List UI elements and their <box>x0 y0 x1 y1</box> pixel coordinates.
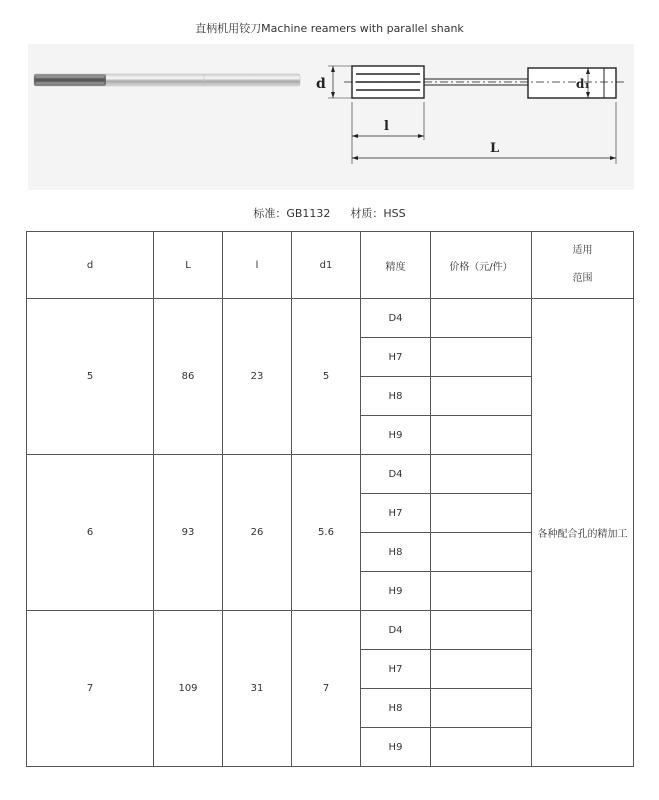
cell-grade: H8 <box>361 533 431 572</box>
cell-grade: H9 <box>361 572 431 611</box>
cell-price <box>431 338 532 377</box>
cell-grade: D4 <box>361 299 431 338</box>
cell-grade: H8 <box>361 377 431 416</box>
cell-L: 93 <box>154 455 223 611</box>
cell-grade: H8 <box>361 689 431 728</box>
cell-grade: D4 <box>361 611 431 650</box>
header-scope-line2: 范围 <box>572 273 593 284</box>
cell-d: 5 <box>27 299 154 455</box>
cell-price <box>431 650 532 689</box>
reamer-drawing-svg <box>28 44 634 190</box>
material-label: 材质：HSS <box>350 207 406 220</box>
cell-d1: 5 <box>292 299 361 455</box>
cell-price <box>431 572 532 611</box>
cell-d: 7 <box>27 611 154 767</box>
header-scope <box>532 232 634 299</box>
cell-price <box>431 494 532 533</box>
dimension-label-d1: d₁ <box>576 77 590 91</box>
header-d1: d1 <box>292 232 361 299</box>
header-L: L <box>154 232 223 299</box>
cell-grade: H9 <box>361 416 431 455</box>
header-l: l <box>223 232 292 299</box>
cell-grade: H7 <box>361 338 431 377</box>
header-precision: 精度 <box>361 232 431 299</box>
cell-price <box>431 377 532 416</box>
cell-grade: H7 <box>361 494 431 533</box>
reamer-spec-table <box>26 231 634 767</box>
cell-L: 86 <box>154 299 223 455</box>
header-d: d <box>27 232 154 299</box>
standard-label: 标准：GB1132 <box>253 207 331 220</box>
cell-price <box>431 299 532 338</box>
cell-price <box>431 533 532 572</box>
cell-d1: 7 <box>292 611 361 767</box>
standard-material-line <box>0 205 659 221</box>
cell-d: 6 <box>27 455 154 611</box>
cell-scope: 各种配合孔的精加工 <box>532 299 634 767</box>
header-price: 价格（元/件） <box>431 232 532 299</box>
table-row <box>27 299 634 338</box>
cell-price <box>431 416 532 455</box>
cell-price <box>431 689 532 728</box>
dimension-label-L: L <box>490 141 500 156</box>
cell-grade: H7 <box>361 650 431 689</box>
page-title: 直柄机用铰刀Machine reamers with parallel shank <box>195 22 464 35</box>
cell-price <box>431 455 532 494</box>
cell-price <box>431 611 532 650</box>
dimension-label-l: l <box>384 119 389 134</box>
dimension-label-d: d <box>316 76 326 92</box>
reamer-photo <box>34 74 300 86</box>
cell-L: 109 <box>154 611 223 767</box>
cell-grade: H9 <box>361 728 431 767</box>
cell-d1: 5.6 <box>292 455 361 611</box>
cell-l: 31 <box>223 611 292 767</box>
cell-price <box>431 728 532 767</box>
reamer-illustration <box>28 44 634 190</box>
header-scope-line1: 适用 <box>572 245 593 256</box>
cell-l: 23 <box>223 299 292 455</box>
cell-grade: D4 <box>361 455 431 494</box>
table-header-row <box>27 232 634 299</box>
cell-l: 26 <box>223 455 292 611</box>
